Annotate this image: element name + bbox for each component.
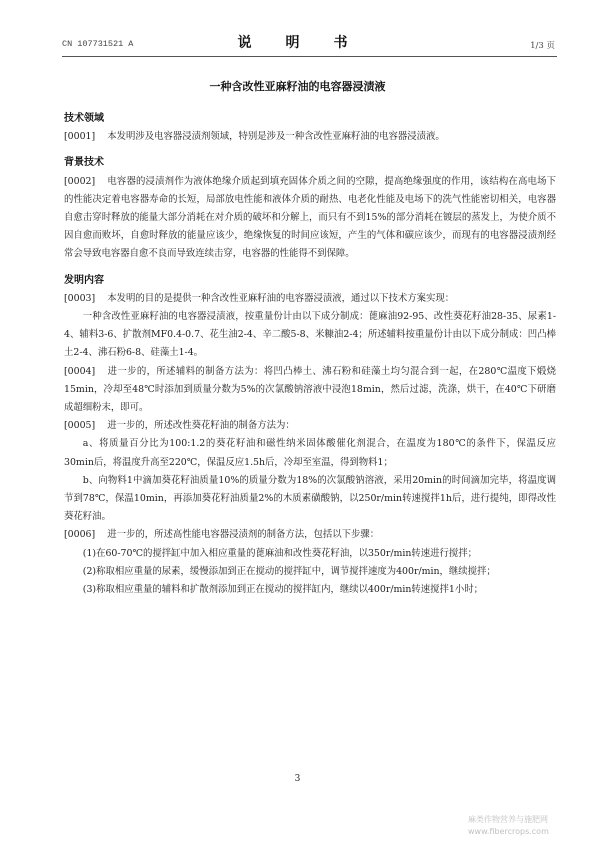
paragraph: [64, 128, 556, 146]
paragraph-text: 进一步的，所述改性葵花籽油的制备方法为：: [107, 420, 295, 432]
paragraph-number: [0005]: [64, 420, 96, 432]
paragraph-text: 本发明涉及电容器浸渍剂领域，特别是涉及一种含改性亚麻籽油的电容器浸渍液。: [107, 131, 445, 143]
header-title: 说 明 书: [237, 35, 358, 51]
paragraph-text: 本发明的目的是提供一种含改性亚麻籽油的电容器浸渍液，通过以下技术方案实现：: [107, 292, 455, 304]
paragraph-number: [0003]: [64, 292, 96, 304]
paragraph: [64, 545, 556, 563]
paragraph-text: 一种含改性亚麻籽油的电容器浸渍液，按重量份计由以下成分制成：蓖麻油92-95、改性葵花籽油28-35、尿素1-4、辅料3-6、扩散剂MF0.4-0.7、花生油2-4、辛二酸5-8、米糠油2-4；所述辅料按重量份计由以下成分制成：凹凸棒土2-4、沸石粉6-8、硅藻土1-4。: [64, 311, 556, 359]
header-page-count: 1/3 页: [530, 41, 555, 51]
paragraph: [64, 526, 556, 544]
paragraph: [64, 290, 556, 308]
paragraph: [64, 363, 556, 418]
paragraph: [64, 417, 556, 435]
paragraph: [64, 581, 556, 599]
paragraph-text: 进一步的，所述辅料的制备方法为：将凹凸棒土、沸石粉和硅藻土均匀混合到一起，在280℃温度下煅烧15min，冷却至48℃时添加到质量分数为5%的次氯酸钠溶液中浸泡18min，然后过滤，洗涤，烘干，在40℃下研磨成超细粉末，即可。: [64, 365, 556, 414]
section-heading: 技术领域: [64, 113, 104, 124]
paragraph-text: b、向物料1中滴加葵花籽油质量10%的质量分数为18%的次氯酸钠溶液，采用20min的时间滴加完毕，将温度调节到78℃，保温10min，再添加葵花籽油质量2%的木质素磺酸钠，以250r/min转速搅拌1h后，进行提纯，即得改性葵花籽油。: [64, 474, 556, 523]
paragraph: [64, 435, 556, 471]
section-heading: 背景技术: [64, 157, 104, 169]
paragraph-number: [0004]: [64, 365, 96, 377]
paragraph-text: (1)在60-70℃的搅拌缸中加入相应重量的蓖麻油和改性葵花籽油，以350r/min转速进行搅拌；: [82, 547, 478, 559]
paragraph-text: a、将质量百分比为100:1.2的葵花籽油和磁性纳米固体酸催化剂混合，在温度为180℃的条件下，保温反应30min后，将温度升高至220℃，保温反应1.5h后，冷却至室温，得到物料1；: [64, 438, 556, 468]
paragraph-number: [0001]: [64, 131, 96, 143]
watermark-line: 麻类作物营养与施肥网: [468, 815, 548, 824]
document-body: [64, 110, 556, 599]
patent-number: CN 107731521 A: [62, 39, 134, 49]
paragraph: [64, 563, 556, 581]
paragraph: [64, 308, 556, 363]
paragraph-number: [0002]: [64, 175, 96, 187]
section-heading: 发明内容: [64, 274, 104, 286]
watermark-line: www.fibercrops.com: [468, 827, 549, 836]
paragraph-text: 进一步的，所述高性能电容器浸渍剂的制备方法，包括以下步骤：: [107, 529, 380, 541]
page-header: [40, 28, 555, 52]
paragraph-text: 电容器的浸渍剂作为液体绝缘介质起到填充固体介质之间的空隙，提高绝缘强度的作用，该结构在高电场下的性能决定着电容器寿命的长短，局部放电性能和液体介质的耐热、电老化性能及电场下的洗气性能密切相关，电容器自愈击穿时释放的能量大部分消耗在对介质的破坏和分解上，而只有不到15%的部分消耗在镀层的蒸发上，为使介质不因自愈而败坏，自愈时释放的能量应该少，绝缘恢复的时间应该短，产生的气体和碳应该少，而现有的电容器浸渍剂经常会导致电容器自愈不良而导致连续击穿，电容器的性能得不到保障。: [64, 175, 556, 260]
paragraph-number: [0006]: [64, 529, 96, 541]
paragraph: [64, 173, 556, 264]
page-number: 3: [294, 774, 301, 784]
header-divider: [62, 56, 557, 57]
paragraph-text: (3)称取相应重量的辅料和扩散剂添加到正在搅动的搅拌缸内，继续以400r/min转速搅拌1小时；: [82, 584, 484, 596]
watermark: [468, 814, 549, 838]
paragraph: [64, 472, 556, 527]
document-title: 一种含改性亚麻籽油的电容器浸渍液: [209, 80, 386, 93]
paragraph-text: (2)称取相应重量的尿素，缓慢添加到正在搅动的搅拌缸中，调节搅拌速度为400r/min，继续搅拌；: [82, 565, 496, 577]
